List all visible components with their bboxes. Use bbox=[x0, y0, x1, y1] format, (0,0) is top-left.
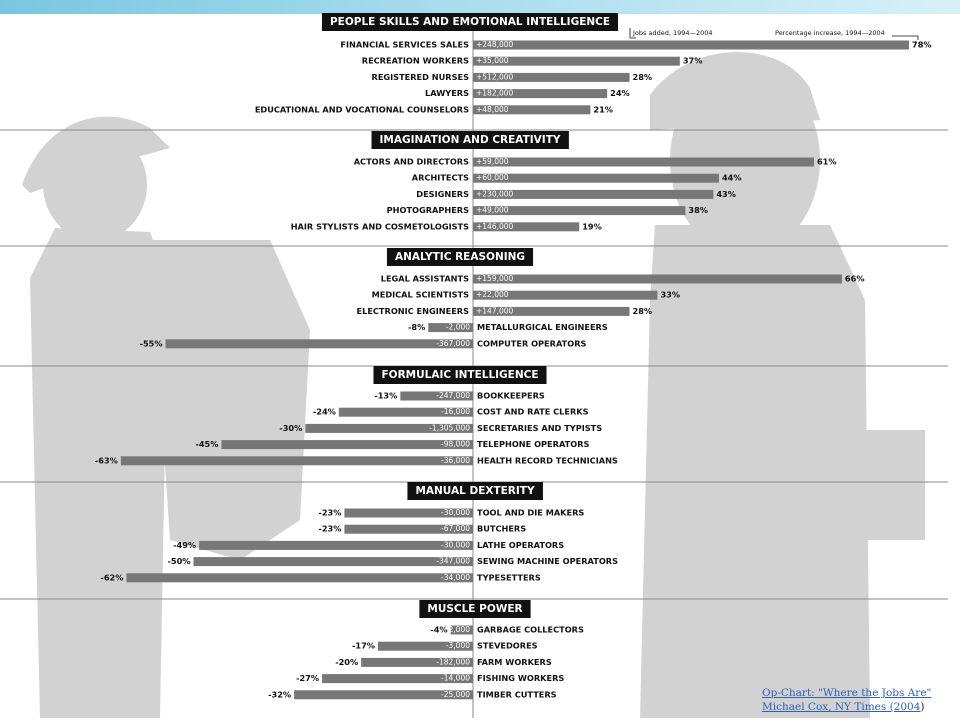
bar-row bbox=[357, 306, 653, 316]
category-label: BOOKKEEPERS bbox=[477, 390, 545, 401]
pct-value-label: -17% bbox=[351, 640, 375, 651]
jobs-value-label: +248,000 bbox=[476, 40, 514, 49]
head-left bbox=[43, 129, 147, 241]
section-6 bbox=[268, 600, 584, 699]
category-label: LATHE OPERATORS bbox=[477, 539, 565, 550]
section-title: IMAGINATION AND CREATIVITY bbox=[379, 134, 561, 146]
category-label: ARCHITECTS bbox=[411, 172, 469, 183]
briefcase-right bbox=[780, 430, 925, 540]
jobs-value-label: -36,000 bbox=[441, 455, 470, 465]
bar-row bbox=[387, 205, 708, 215]
pct-value-label: -30% bbox=[279, 422, 303, 433]
jobs-value-label: -30,000 bbox=[441, 508, 470, 517]
bar-row bbox=[279, 423, 602, 433]
source-tail: ) bbox=[920, 701, 925, 713]
bar-row bbox=[318, 508, 584, 518]
category-label: FINANCIAL SERVICES SALES bbox=[340, 39, 469, 50]
jobs-value-label: -34,000 bbox=[441, 572, 470, 582]
bar-row bbox=[335, 657, 552, 667]
category-label: SEWING MACHINE OPERATORS bbox=[477, 556, 618, 567]
body-left bbox=[30, 228, 168, 718]
pct-value-label: -55% bbox=[139, 338, 163, 349]
jobs-value-label: -182,000 bbox=[436, 657, 470, 667]
pct-value-label: -63% bbox=[94, 455, 118, 466]
pct-value-label: -49% bbox=[173, 539, 197, 550]
pct-value-label: -32% bbox=[268, 689, 292, 700]
category-label: LEGAL ASSISTANTS bbox=[380, 273, 469, 284]
legend-jobs-label: Jobs added, 1994—2004 bbox=[633, 29, 713, 37]
bar-row bbox=[352, 641, 538, 651]
jobs-value-label: -30,000 bbox=[441, 540, 470, 550]
bar bbox=[473, 275, 842, 284]
category-label: DESIGNERS bbox=[416, 188, 469, 199]
pct-value-label: 78% bbox=[912, 39, 932, 50]
jobs-value-label: +60,000 bbox=[476, 173, 509, 183]
section-title: MUSCLE POWER bbox=[427, 603, 523, 615]
category-label: MEDICAL SCIENTISTS bbox=[371, 289, 469, 300]
category-label: PHOTOGRAPHERS bbox=[386, 205, 469, 216]
jobs-value-label: -98,000 bbox=[441, 439, 470, 449]
bar bbox=[126, 573, 473, 582]
jobs-value-label: -1,305,000 bbox=[429, 423, 470, 433]
pct-value-label: 37% bbox=[682, 55, 703, 66]
category-label: GARBAGE COLLECTORS bbox=[477, 624, 584, 635]
bar-row bbox=[362, 56, 703, 66]
category-label: COST AND RATE CLERKS bbox=[477, 406, 589, 417]
category-label: HEALTH RECORD TECHNICIANS bbox=[477, 455, 618, 466]
category-label: STEVEDORES bbox=[477, 640, 538, 651]
bar-row bbox=[255, 104, 613, 114]
chart-legend-header bbox=[630, 28, 918, 40]
category-label: SECRETARIES AND TYPISTS bbox=[477, 422, 603, 433]
legend-pct-label: Percentage increase, 1994—2004 bbox=[775, 29, 885, 37]
bar-row bbox=[296, 673, 564, 683]
jobs-value-label: +48,000 bbox=[476, 104, 509, 114]
pct-value-label: 21% bbox=[593, 104, 613, 115]
bar bbox=[199, 541, 473, 550]
pct-value-label: -45% bbox=[195, 439, 219, 450]
bar-row bbox=[168, 556, 619, 566]
jobs-value-label: -2,000 bbox=[445, 625, 470, 634]
worker-left-silhouette bbox=[22, 117, 310, 718]
jobs-value-label: +182,000 bbox=[476, 88, 514, 98]
section-title: FORMULAIC INTELLIGENCE bbox=[381, 369, 539, 381]
jobs-value-label: -67,000 bbox=[441, 524, 470, 534]
jobs-value-label: -3,000 bbox=[445, 641, 470, 651]
category-label: REGISTERED NURSES bbox=[371, 71, 469, 82]
bar-row bbox=[416, 189, 736, 199]
bar-row bbox=[313, 407, 589, 417]
jobs-value-label: +159,000 bbox=[476, 274, 514, 283]
bar-row bbox=[318, 524, 526, 534]
worker-right-silhouette bbox=[640, 52, 925, 718]
category-label: FISHING WORKERS bbox=[477, 673, 565, 684]
pct-value-label: -23% bbox=[318, 523, 342, 534]
bar-row bbox=[340, 40, 931, 50]
bar-row bbox=[430, 625, 584, 635]
category-label: LAWYERS bbox=[425, 88, 469, 99]
jobs-value-label: -367,000 bbox=[436, 338, 470, 348]
pct-value-label: 38% bbox=[688, 205, 709, 216]
bar-row bbox=[95, 455, 618, 465]
bar-row bbox=[354, 157, 837, 167]
jobs-value-label: -247,000 bbox=[436, 391, 470, 400]
category-label: FARM WORKERS bbox=[477, 656, 552, 667]
bar-row bbox=[140, 338, 587, 348]
pct-value-label: -23% bbox=[318, 507, 342, 518]
category-label: BUTCHERS bbox=[477, 523, 527, 534]
jobs-value-label: -347,000 bbox=[436, 556, 470, 566]
jobs-value-label: -16,000 bbox=[441, 407, 470, 417]
jobs-value-label: +230,000 bbox=[476, 189, 514, 199]
section-title: MANUAL DEXTERITY bbox=[415, 485, 535, 497]
category-label: TELEPHONE OPERATORS bbox=[477, 439, 590, 450]
pct-value-label: 24% bbox=[610, 88, 630, 99]
pct-value-label: 28% bbox=[632, 71, 653, 82]
category-label: TIMBER CUTTERS bbox=[477, 689, 557, 700]
bar-row bbox=[291, 221, 602, 231]
bar bbox=[221, 440, 473, 449]
jobs-value-label: +146,000 bbox=[476, 221, 514, 231]
bar bbox=[473, 41, 909, 50]
section-title: ANALYTIC REASONING bbox=[394, 251, 526, 263]
bar-row bbox=[372, 290, 680, 300]
pct-value-label: 66% bbox=[844, 273, 865, 284]
bar-row bbox=[268, 689, 557, 699]
pct-value-label: -8% bbox=[407, 322, 426, 333]
bar-row bbox=[412, 173, 742, 183]
jobs-value-label: +147,000 bbox=[476, 306, 514, 316]
bar-row bbox=[372, 72, 653, 82]
bar bbox=[121, 456, 473, 465]
bar bbox=[194, 557, 473, 566]
category-label: EDUCATIONAL AND VOCATIONAL COUNSELORS bbox=[254, 104, 469, 115]
pct-value-label: 28% bbox=[632, 305, 653, 316]
source-link-author[interactable]: Michael Cox, NY Times (2004 bbox=[762, 701, 921, 713]
jobs-value-label: +49,000 bbox=[476, 205, 509, 215]
jobs-value-label: -25,000 bbox=[441, 689, 470, 699]
category-label: METALLURGICAL ENGINEERS bbox=[477, 322, 608, 333]
pct-value-label: -4% bbox=[430, 624, 448, 635]
pct-value-label: -62% bbox=[100, 572, 124, 583]
jobs-value-label: +59,000 bbox=[476, 157, 509, 166]
pct-value-label: 43% bbox=[716, 188, 736, 199]
category-label: TOOL AND DIE MAKERS bbox=[477, 507, 585, 518]
bar bbox=[473, 158, 814, 167]
category-label: HAIR STYLISTS AND COSMETOLOGISTS bbox=[290, 221, 469, 232]
jobs-value-label: +35,000 bbox=[476, 56, 509, 66]
bar-row bbox=[374, 391, 545, 401]
category-label: RECREATION WORKERS bbox=[361, 55, 469, 66]
jobs-value-label: -2,000 bbox=[445, 322, 470, 332]
bar-row bbox=[100, 572, 540, 582]
arm-left bbox=[150, 240, 310, 560]
bar bbox=[473, 174, 719, 183]
category-label: COMPUTER OPERATORS bbox=[477, 338, 587, 349]
pct-value-label: -27% bbox=[296, 673, 320, 684]
source-citation bbox=[762, 686, 958, 714]
pct-value-label: 19% bbox=[582, 221, 602, 232]
jobs-value-label: +512,000 bbox=[476, 72, 514, 82]
category-label: ACTORS AND DIRECTORS bbox=[353, 156, 469, 167]
pct-value-label: 33% bbox=[660, 289, 681, 300]
pct-value-label: -50% bbox=[167, 556, 191, 567]
bar-row bbox=[195, 439, 589, 449]
section-title: PEOPLE SKILLS AND EMOTIONAL INTELLIGENCE bbox=[329, 16, 611, 28]
pct-value-label: -13% bbox=[374, 390, 398, 401]
bar-row bbox=[173, 540, 564, 550]
jobs-value-label: -14,000 bbox=[441, 673, 470, 683]
bar-row bbox=[381, 274, 865, 284]
jobs-value-label: +22,000 bbox=[476, 290, 509, 300]
pct-value-label: -24% bbox=[312, 406, 336, 417]
category-label: ELECTRONIC ENGINEERS bbox=[356, 305, 469, 316]
pct-value-label: 61% bbox=[816, 156, 837, 167]
pct-value-label: 44% bbox=[721, 172, 742, 183]
bar-row bbox=[408, 322, 608, 332]
bar-row bbox=[425, 88, 630, 98]
category-label: TYPESETTERS bbox=[477, 572, 541, 583]
source-link-title[interactable]: Op-Chart: "Where the Jobs Are" bbox=[762, 687, 932, 699]
bar bbox=[166, 339, 473, 348]
pct-value-label: -20% bbox=[335, 656, 359, 667]
